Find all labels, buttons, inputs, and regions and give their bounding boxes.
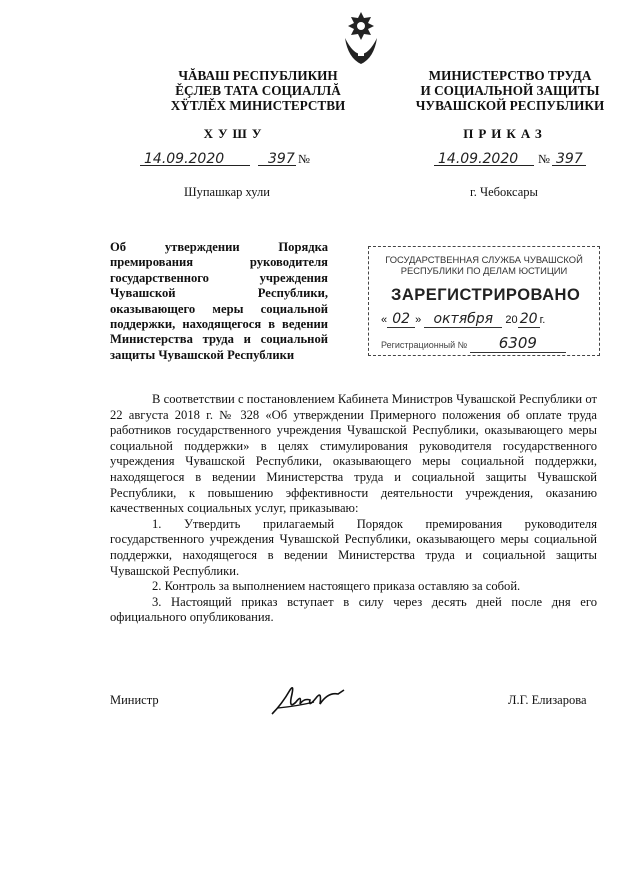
number-sign-left: № bbox=[298, 152, 310, 166]
ministry-line-1-ru: МИНИСТЕРСТВО ТРУДА bbox=[428, 68, 592, 83]
ministry-name-russian bbox=[400, 68, 620, 113]
city-russian: г. Чебоксары bbox=[470, 185, 538, 199]
date-field-right bbox=[434, 150, 534, 166]
number-sign-right: № bbox=[538, 152, 550, 166]
ministry-line-3: ХŸТЛĚХ МИНИСТЕРСТВИ bbox=[170, 98, 346, 113]
number-handwritten-left: 397 bbox=[268, 151, 295, 167]
stamp-reg-number: 6309 bbox=[470, 334, 566, 353]
stamp-open-quote: « bbox=[381, 314, 388, 326]
ministry-line-1: ЧĂВАШ РЕСПУБЛИКИН bbox=[178, 68, 338, 83]
coat-of-arms-emblem bbox=[338, 8, 384, 66]
body-paragraph-preamble: В соответствии с постановлением Кабинета Министров Чувашской Республики от 22 августа 2018 г. № 328 «Об утверждении Примерного положения об оплате труда работников государственного учреждения Чувашской Республики, оказывающего меры социальной поддержки» в целях стимулирования руководителя государственного учреждения Чувашской Республики, оказывающего меры социальной поддержки, находящегося в ведении Министерства труда и социальной защиты Чувашской Республики, к повышению эффективности деятельности учреждения, оказанию качественных социальных услуг, приказываю: bbox=[110, 392, 597, 516]
stamp-year-prefix: 20 bbox=[505, 314, 518, 326]
document-title: Об утверждении Порядка премирования руководителя государственного учреждения Чувашской Республики, оказывающего меры социальной поддержки, находящегося в ведении Министерства труда и социальной защиты Чувашской Республики bbox=[110, 240, 328, 362]
body-paragraph-item-1: 1. Утвердить прилагаемый Порядок премирования руководителя государственного учреждения Чувашской Республики, оказывающего меры социальной поддержки, находящегося в ведении Министерства труда и социальной защиты Чувашской Республики. bbox=[110, 516, 597, 578]
ministry-name-chuvash bbox=[138, 68, 378, 113]
stamp-close-quote: » bbox=[415, 314, 422, 326]
document-body bbox=[110, 392, 597, 626]
stamp-line-2: РЕСПУБЛИКИ ПО ДЕЛАМ ЮСТИЦИИ bbox=[400, 265, 568, 276]
body-paragraph-item-2: 2. Контроль за выполнением настоящего приказа оставляю за собой. bbox=[152, 579, 521, 594]
date-field-left bbox=[140, 150, 250, 166]
stamp-reg-label: Регистрационный № bbox=[381, 340, 468, 350]
stamp-year-suffix: 20 bbox=[518, 311, 540, 328]
number-field-right bbox=[552, 150, 586, 166]
number-field-left bbox=[258, 150, 296, 166]
stamp-date-row bbox=[381, 311, 599, 328]
ministry-line-2: ĚÇЛЕВ ТАТА СОЦИАЛЛĂ bbox=[175, 83, 341, 98]
stamp-day: 02 bbox=[387, 311, 415, 328]
city-chuvash: Шупашкар хули bbox=[184, 185, 270, 199]
date-handwritten-left: 14.09.2020 bbox=[144, 151, 225, 167]
signatory-name: Л.Г. Елизарова bbox=[508, 693, 587, 707]
ministry-line-2-ru: И СОЦИАЛЬНОЙ ЗАЩИТЫ bbox=[420, 83, 600, 98]
body-paragraph-item-3: 3. Настоящий приказ вступает в силу через десять дней после дня его официального опубликования. bbox=[110, 594, 597, 625]
stamp-year-unit: г. bbox=[539, 314, 546, 326]
doc-type-russian: ПРИКАЗ bbox=[463, 126, 547, 141]
ministry-line-3-ru: ЧУВАШСКОЙ РЕСПУБЛИКИ bbox=[415, 98, 605, 113]
registration-stamp bbox=[368, 246, 600, 356]
stamp-registered: ЗАРЕГИСТРИРОВАНО bbox=[391, 286, 581, 304]
number-handwritten-right: 397 bbox=[556, 151, 583, 167]
stamp-line-1: ГОСУДАРСТВЕННАЯ СЛУЖБА ЧУВАШСКОЙ bbox=[385, 254, 583, 265]
date-handwritten-right: 14.09.2020 bbox=[438, 151, 519, 167]
signatory-position: Министр bbox=[110, 693, 159, 707]
stamp-month: октября bbox=[424, 311, 502, 328]
handwritten-signature bbox=[268, 680, 348, 720]
stamp-reg-row bbox=[381, 334, 599, 353]
doc-type-chuvash: ХУШУ bbox=[203, 126, 267, 141]
